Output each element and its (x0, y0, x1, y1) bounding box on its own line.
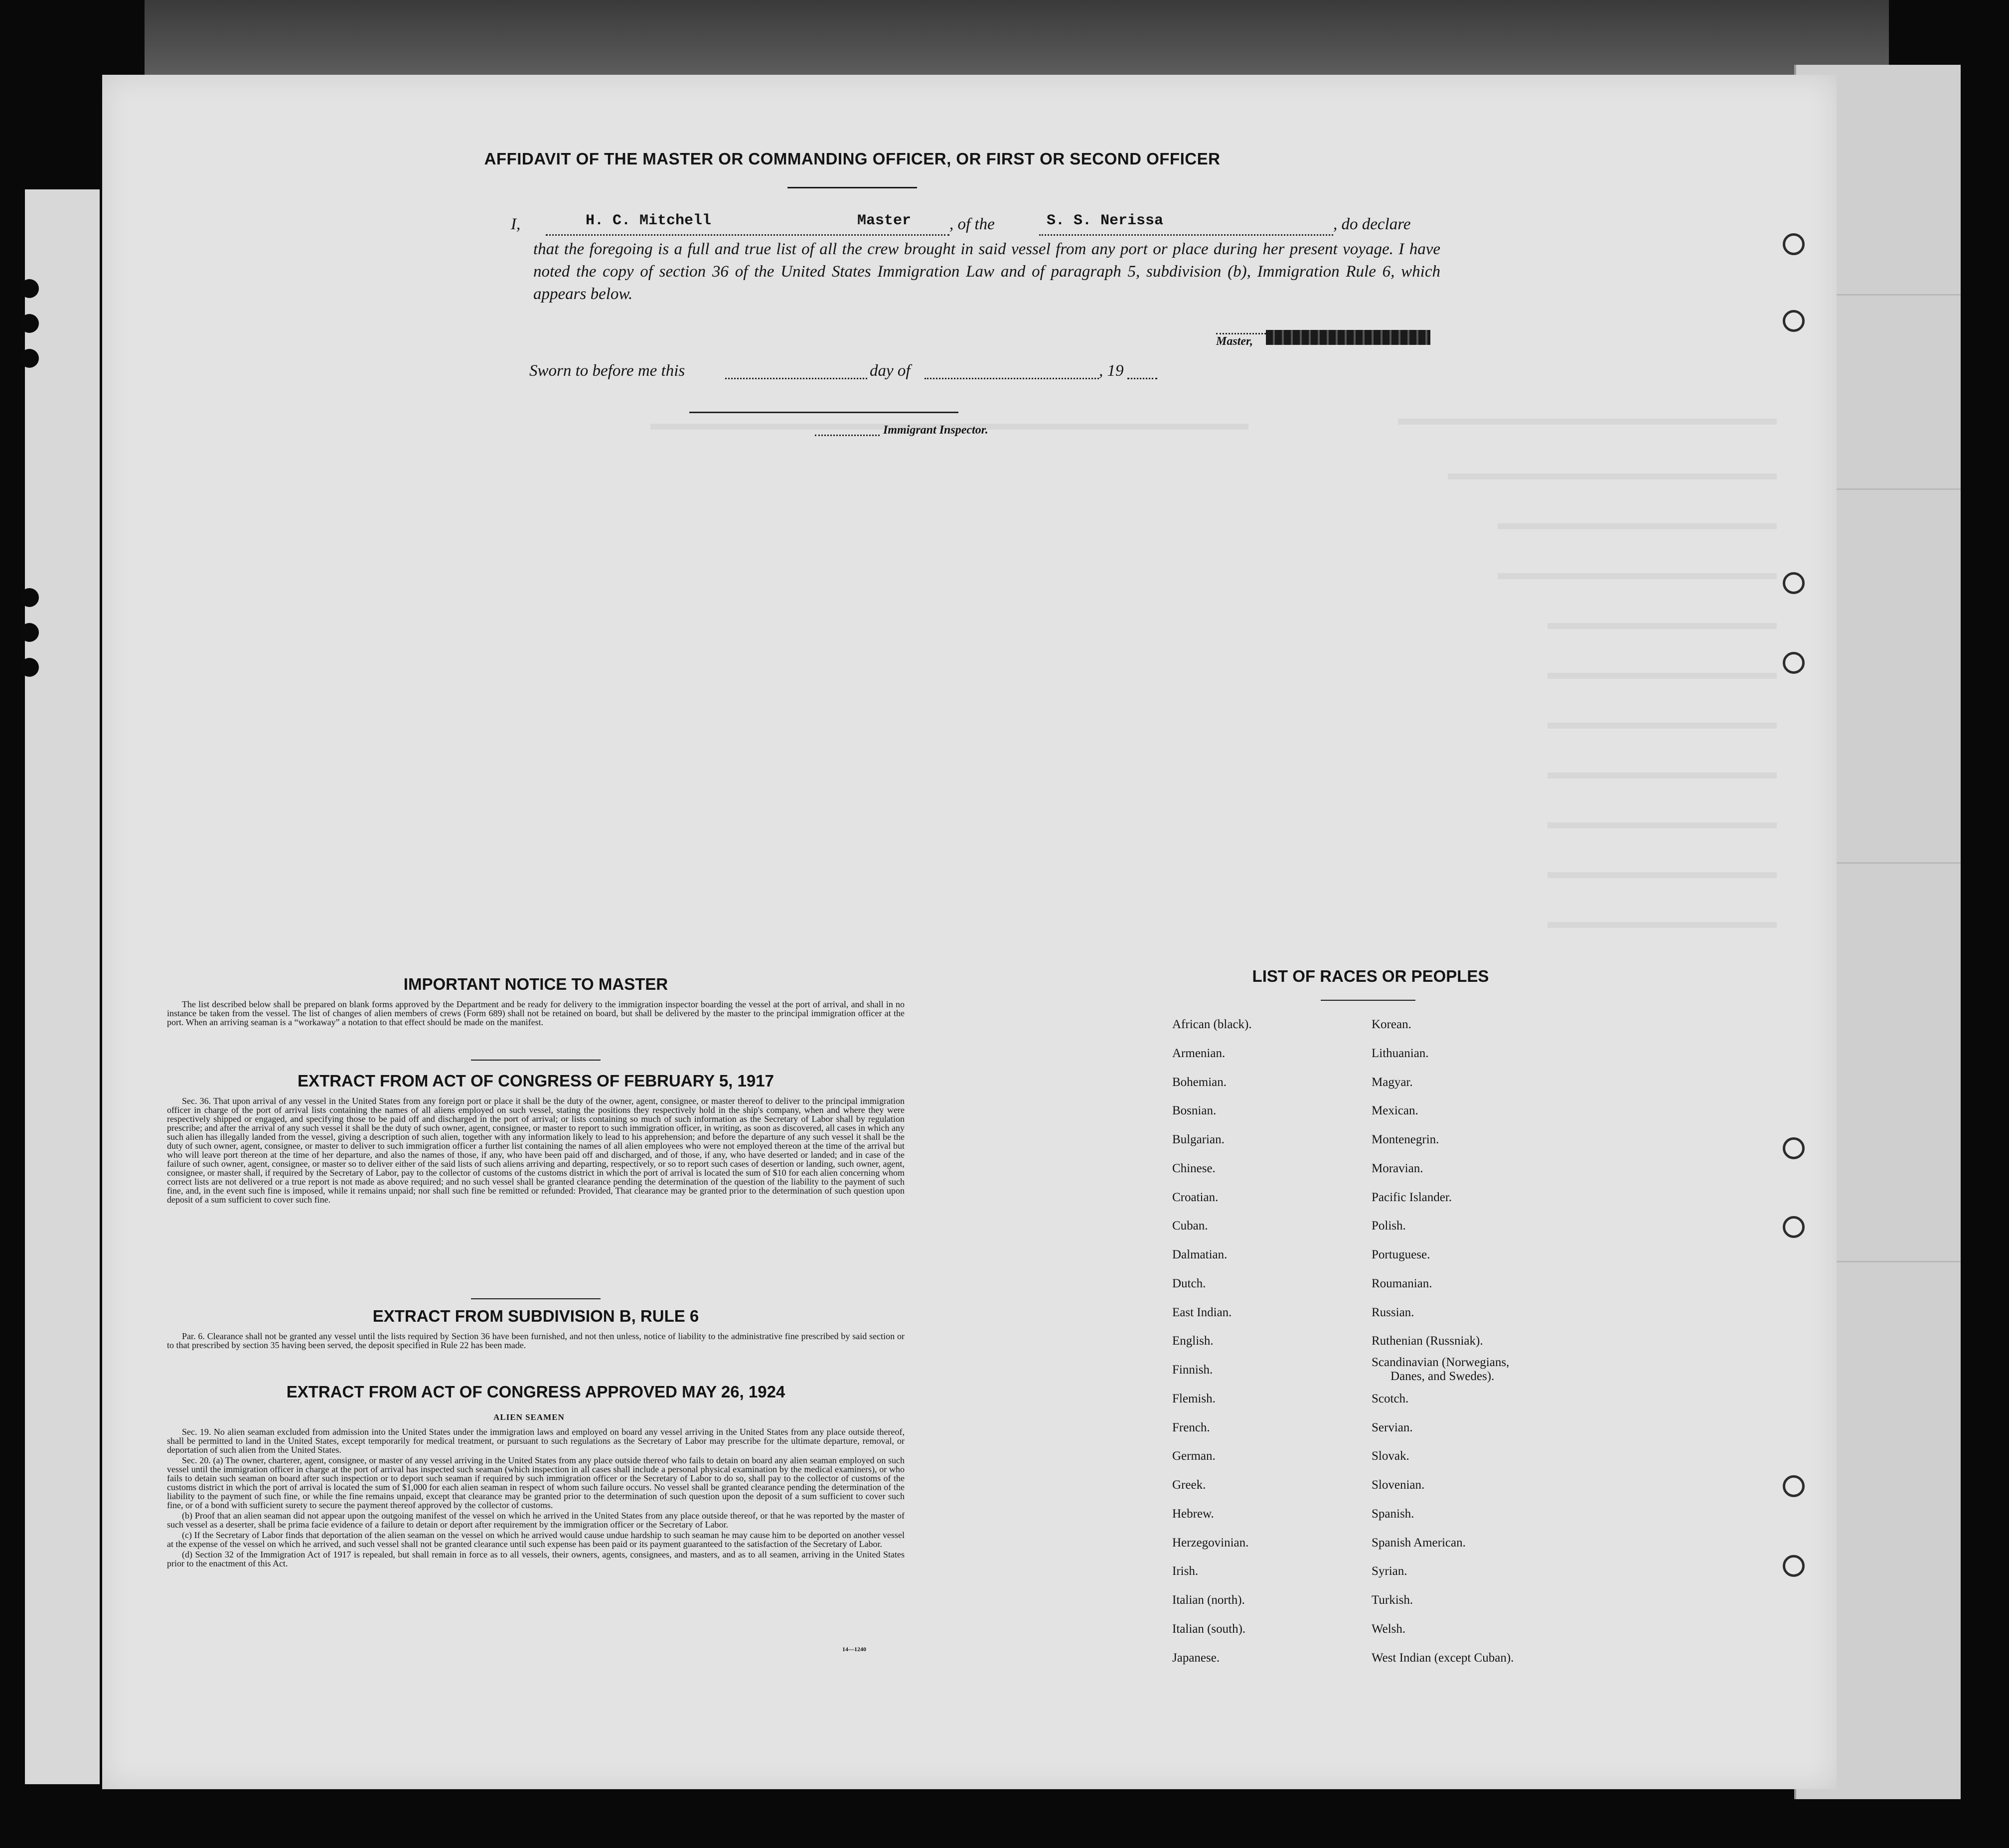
sworn-year-line (1127, 378, 1157, 379)
binder-hole-icon (1783, 1216, 1805, 1238)
race-item: Scotch. (1372, 1392, 1409, 1405)
binder-hole-icon (1783, 310, 1805, 332)
race-item: French. (1172, 1421, 1210, 1434)
race-item: Ruthenian (Russniak). (1372, 1334, 1483, 1348)
notice-title: IMPORTANT NOTICE TO MASTER (403, 975, 668, 993)
top-page-edge (145, 0, 1889, 75)
race-item: Danes, and Swedes). (1391, 1370, 1495, 1383)
year-label: , 19 (1099, 362, 1124, 380)
form-number: 14—1240 (842, 1646, 866, 1653)
act-1917-divider (471, 1298, 601, 1299)
race-item: Armenian. (1172, 1047, 1226, 1060)
name-line (546, 234, 949, 236)
act-1924-sec20b: (b) Proof that an alien seaman did not appear upon the outgoing manifest of the vessel on which he arrived in the United States from any place outside thereof, or that he was reported by the master of such vessel as a deserter, shall be prima facie evidence of a failure to detain or deport after requirement by the immigration officer or the Secretary of Labor. (167, 1511, 905, 1530)
race-item: Mexican. (1372, 1104, 1418, 1117)
race-item: Herzegovinian. (1172, 1536, 1249, 1549)
act-1924-title: EXTRACT FROM ACT OF CONGRESS APPROVED MAY 26, 1924 (286, 1383, 785, 1401)
race-item: Moravian. (1372, 1162, 1423, 1175)
act-1924-sec20d: (d) Section 32 of the Immigration Act of 1917 is repealed, but shall remain in force as to all vessels, their owners, agents, consignees, and masters, and as to all seamen, arriving in the United States prior to the enactment of this Act. (167, 1549, 905, 1568)
races-title: LIST OF RACES OR PEOPLES (1252, 967, 1489, 985)
vessel-line (1039, 234, 1333, 236)
act-1924-sec19: Sec. 19. No alien seaman excluded from admission into the United States under the immigration laws and employed on board any vessel arriving in the United States from any place outside thereof, shall be permitted to land in the United States, except temporarily for medical treatment, or pursuant to such regulations as the Secretary of Labor may prescribe for the ultimate departure, removal, or deportation of such alien from the United States. (167, 1427, 905, 1455)
notice-divider (471, 1060, 601, 1061)
inspector-dotted-line (815, 435, 880, 436)
race-item: Greek. (1172, 1478, 1206, 1492)
race-item: Welsh. (1372, 1622, 1406, 1636)
race-item: Chinese. (1172, 1162, 1216, 1175)
rule-6-par6: Par. 6. Clearance shall not be granted any vessel until the lists required by Section 36 have been furnished, and not then unless, notice of liability to the administrative fine prescribed by said section or to that prescribed by section 35 having been served, the deposit specified in Rule 22 has been made. (167, 1331, 905, 1350)
race-item: East Indian. (1172, 1306, 1232, 1319)
race-item: Korean. (1372, 1018, 1411, 1031)
race-item: English. (1172, 1334, 1214, 1348)
notice-text: The list described below shall be prepared on blank forms approved by the Department and be ready for delivery to the immigration inspector boarding the vessel at the port of arrival, and shall in no instance be taken from the vessel. The list of changes of alien members of crews (Form 689) shall not be retained on board, but shall be delivered by the master to the principal immigration officer at the port. When an arriving seaman is a “workaway” a notation to that effect should be made on the manifest. (167, 999, 905, 1027)
race-item: Slovak. (1372, 1449, 1409, 1463)
race-item: Irish. (1172, 1564, 1199, 1578)
race-item: Servian. (1372, 1421, 1413, 1434)
race-item: Spanish. (1372, 1507, 1414, 1521)
binder-hole-icon (1783, 1137, 1805, 1159)
sworn-label: Sworn to before me this (529, 362, 685, 380)
title-divider (787, 187, 917, 188)
affidavit-statement: that the foregoing is a full and true list of all the crew brought in said vessel from any port or place during her present voyage. I have noted the copy of section 36 of the United States Immigration Law and of paragraph 5, subdivision (b), Immigration Rule 6, which appears below. (533, 240, 1440, 303)
race-item: Montenegrin. (1372, 1133, 1439, 1146)
race-item: Polish. (1372, 1219, 1406, 1232)
struck-out-text (1266, 330, 1430, 345)
race-item: Scandinavian (Norwegians, (1372, 1356, 1510, 1369)
notice-body (167, 1000, 905, 1028)
sworn-month-line (925, 378, 1099, 379)
binder-hole-icon (1783, 652, 1805, 674)
rule-6-title: EXTRACT FROM SUBDIVISION B, RULE 6 (372, 1307, 699, 1325)
act-1917-sec36: Sec. 36. That upon arrival of any vessel in the United States from any foreign port or place it shall be the duty of the owner, agent, consignee, or master thereof to deliver to the principal immigration officer in charge of the port of arrival lists containing the names of all aliens employed on such vessel, stating the positions they respectively hold in the ship's company, when and where they were respectively shipped or engaged, and specifying those to be paid off and discharged in the port of arrival; or lists containing so much of such information as the Secretary of Labor shall by regulation prescribe; and after the arrival of any such vessel it shall be the duty of such owner, agent, consignee, or master to report to such immigration officer, in writing, as soon as discovered, all cases in which any such alien has illegally landed from the vessel, giving a description of such alien, together with any information likely to lead to his apprehension; and before the departure of any such vessel it shall be the duty of such owner, agent, consignee, or master to deliver to such immigration officer a further list containing the names of all alien employees who were not employed thereon at the time of the arrival but who will leave port thereon at the time of her departure, and also the names of those, if any, who have been paid off and discharged, and of those, if any, who have deserted or landed; and in case of the failure of such owner, agent, consignee, or master so to deliver either of the said lists of such aliens arriving and departing, respectively, or so to report such cases of desertion or landing, such owner, agent, consignee, or master shall, if required by the Secretary of Labor, pay to the collector of customs of the customs district in which the port of arrival is located the sum of $10 for each alien concerning whom correct lists are not delivered or a true report is not made as above required; and no such vessel shall be granted clearance pending the determination of the question of the liability to the payment of such fine, and, in the event such fine is imposed, while it remains unpaid; nor shall such fine be remitted or refunded: Provided, That clearance may be granted prior to the determination of such question upon deposit of a sum sufficient to cover such fine. (167, 1096, 905, 1205)
binder-hole-icon (1783, 233, 1805, 255)
act-1924-sec20c: (c) If the Secretary of Labor finds that deportation of the alien seaman on the vessel on which he arrived would cause undue hardship to such seaman he may cause him to be deported on another vessel at the expense of the vessel on which he arrived, and such vessel shall not be granted clearance until such expense has been paid or its payment guaranteed to the satisfaction of the Secretary of Labor. (167, 1530, 905, 1549)
act-1924-body (167, 1427, 905, 1569)
race-item: Cuban. (1172, 1219, 1208, 1232)
race-item: German. (1172, 1449, 1216, 1463)
race-item: Bosnian. (1172, 1104, 1217, 1117)
race-item: Croatian. (1172, 1191, 1219, 1204)
race-item: Dutch. (1172, 1277, 1206, 1290)
race-item: Turkish. (1372, 1593, 1413, 1607)
vessel-name: S. S. Nerissa (1047, 212, 1164, 229)
race-item: Roumanian. (1372, 1277, 1432, 1290)
race-item: Bohemian. (1172, 1076, 1227, 1089)
race-item: Bulgarian. (1172, 1133, 1225, 1146)
race-item: Japanese. (1172, 1651, 1220, 1665)
race-item: West Indian (except Cuban). (1372, 1651, 1514, 1665)
master-name: H. C. Mitchell (586, 212, 712, 229)
left-binding-strip (25, 189, 100, 1784)
race-item: Spanish American. (1372, 1536, 1466, 1549)
do-declare-label: , do declare (1333, 215, 1411, 233)
master-rank: Master (857, 212, 912, 229)
act-1917-title: EXTRACT FROM ACT OF CONGRESS OF FEBRUARY 5, 1917 (298, 1072, 774, 1090)
sworn-day-line (725, 378, 867, 379)
race-item: African (black). (1172, 1018, 1252, 1031)
binder-hole-icon (1783, 1555, 1805, 1577)
race-item: Italian (north). (1172, 1593, 1245, 1607)
of-the-label: , of the (949, 215, 995, 233)
act-1917-body (167, 1096, 905, 1206)
alien-seamen-subtitle: ALIEN SEAMEN (493, 1412, 565, 1422)
race-item: Dalmatian. (1172, 1248, 1228, 1261)
race-item: Pacific Islander. (1372, 1191, 1452, 1204)
day-of-label: day of (870, 362, 911, 380)
rule-6-body (167, 1332, 905, 1351)
binder-hole-icon (1783, 1475, 1805, 1497)
race-item: Syrian. (1372, 1564, 1407, 1578)
race-item: Portuguese. (1372, 1248, 1430, 1261)
affidavit-title: AFFIDAVIT OF THE MASTER OR COMMANDING OFFICER, OR FIRST OR SECOND OFFICER (484, 150, 1221, 168)
race-item: Slovenian. (1372, 1478, 1425, 1492)
inspector-label: Immigrant Inspector. (883, 424, 988, 437)
race-item: Russian. (1372, 1306, 1414, 1319)
inspector-signature-line (689, 412, 958, 413)
act-1924-sec20a: Sec. 20. (a) The owner, charterer, agent, consignee, or master of any vessel arriving in the United States from any place outside thereof who fails to detain on board any alien seaman employed on such vessel until the immigration officer in charge at the port of arrival has inspected such seaman (which inspection in all cases shall include a personal physical examination by the medical examiners), or who fails to detain such seaman on board after such inspection or to deport such seaman if required by such immigration officer or the Secretary of Labor to do so, shall pay to the collector of customs of the customs district in which the port of arrival is located the sum of $1,000 for each alien seaman in respect of whom such failure occurs. No vessel shall be granted clearance pending the determination of the liability to the payment of such fine, or while the fine remains unpaid, except that clearance may be granted prior to the determination of such question upon the deposit of a sum sufficient to cover such fine, or of a bond with sufficient surety to secure the payment thereof approved by the collector of customs. (167, 1455, 905, 1510)
master-signature-label: Master, (1216, 335, 1253, 348)
race-item: Lithuanian. (1372, 1047, 1429, 1060)
races-divider (1321, 1000, 1415, 1001)
race-item: Magyar. (1372, 1076, 1413, 1089)
race-item: Hebrew. (1172, 1507, 1214, 1521)
race-item: Flemish. (1172, 1392, 1216, 1405)
race-item: Finnish. (1172, 1363, 1213, 1377)
race-item: Italian (south). (1172, 1622, 1246, 1636)
binder-hole-icon (1783, 572, 1805, 594)
affidavit-i-label: I, (511, 215, 521, 233)
